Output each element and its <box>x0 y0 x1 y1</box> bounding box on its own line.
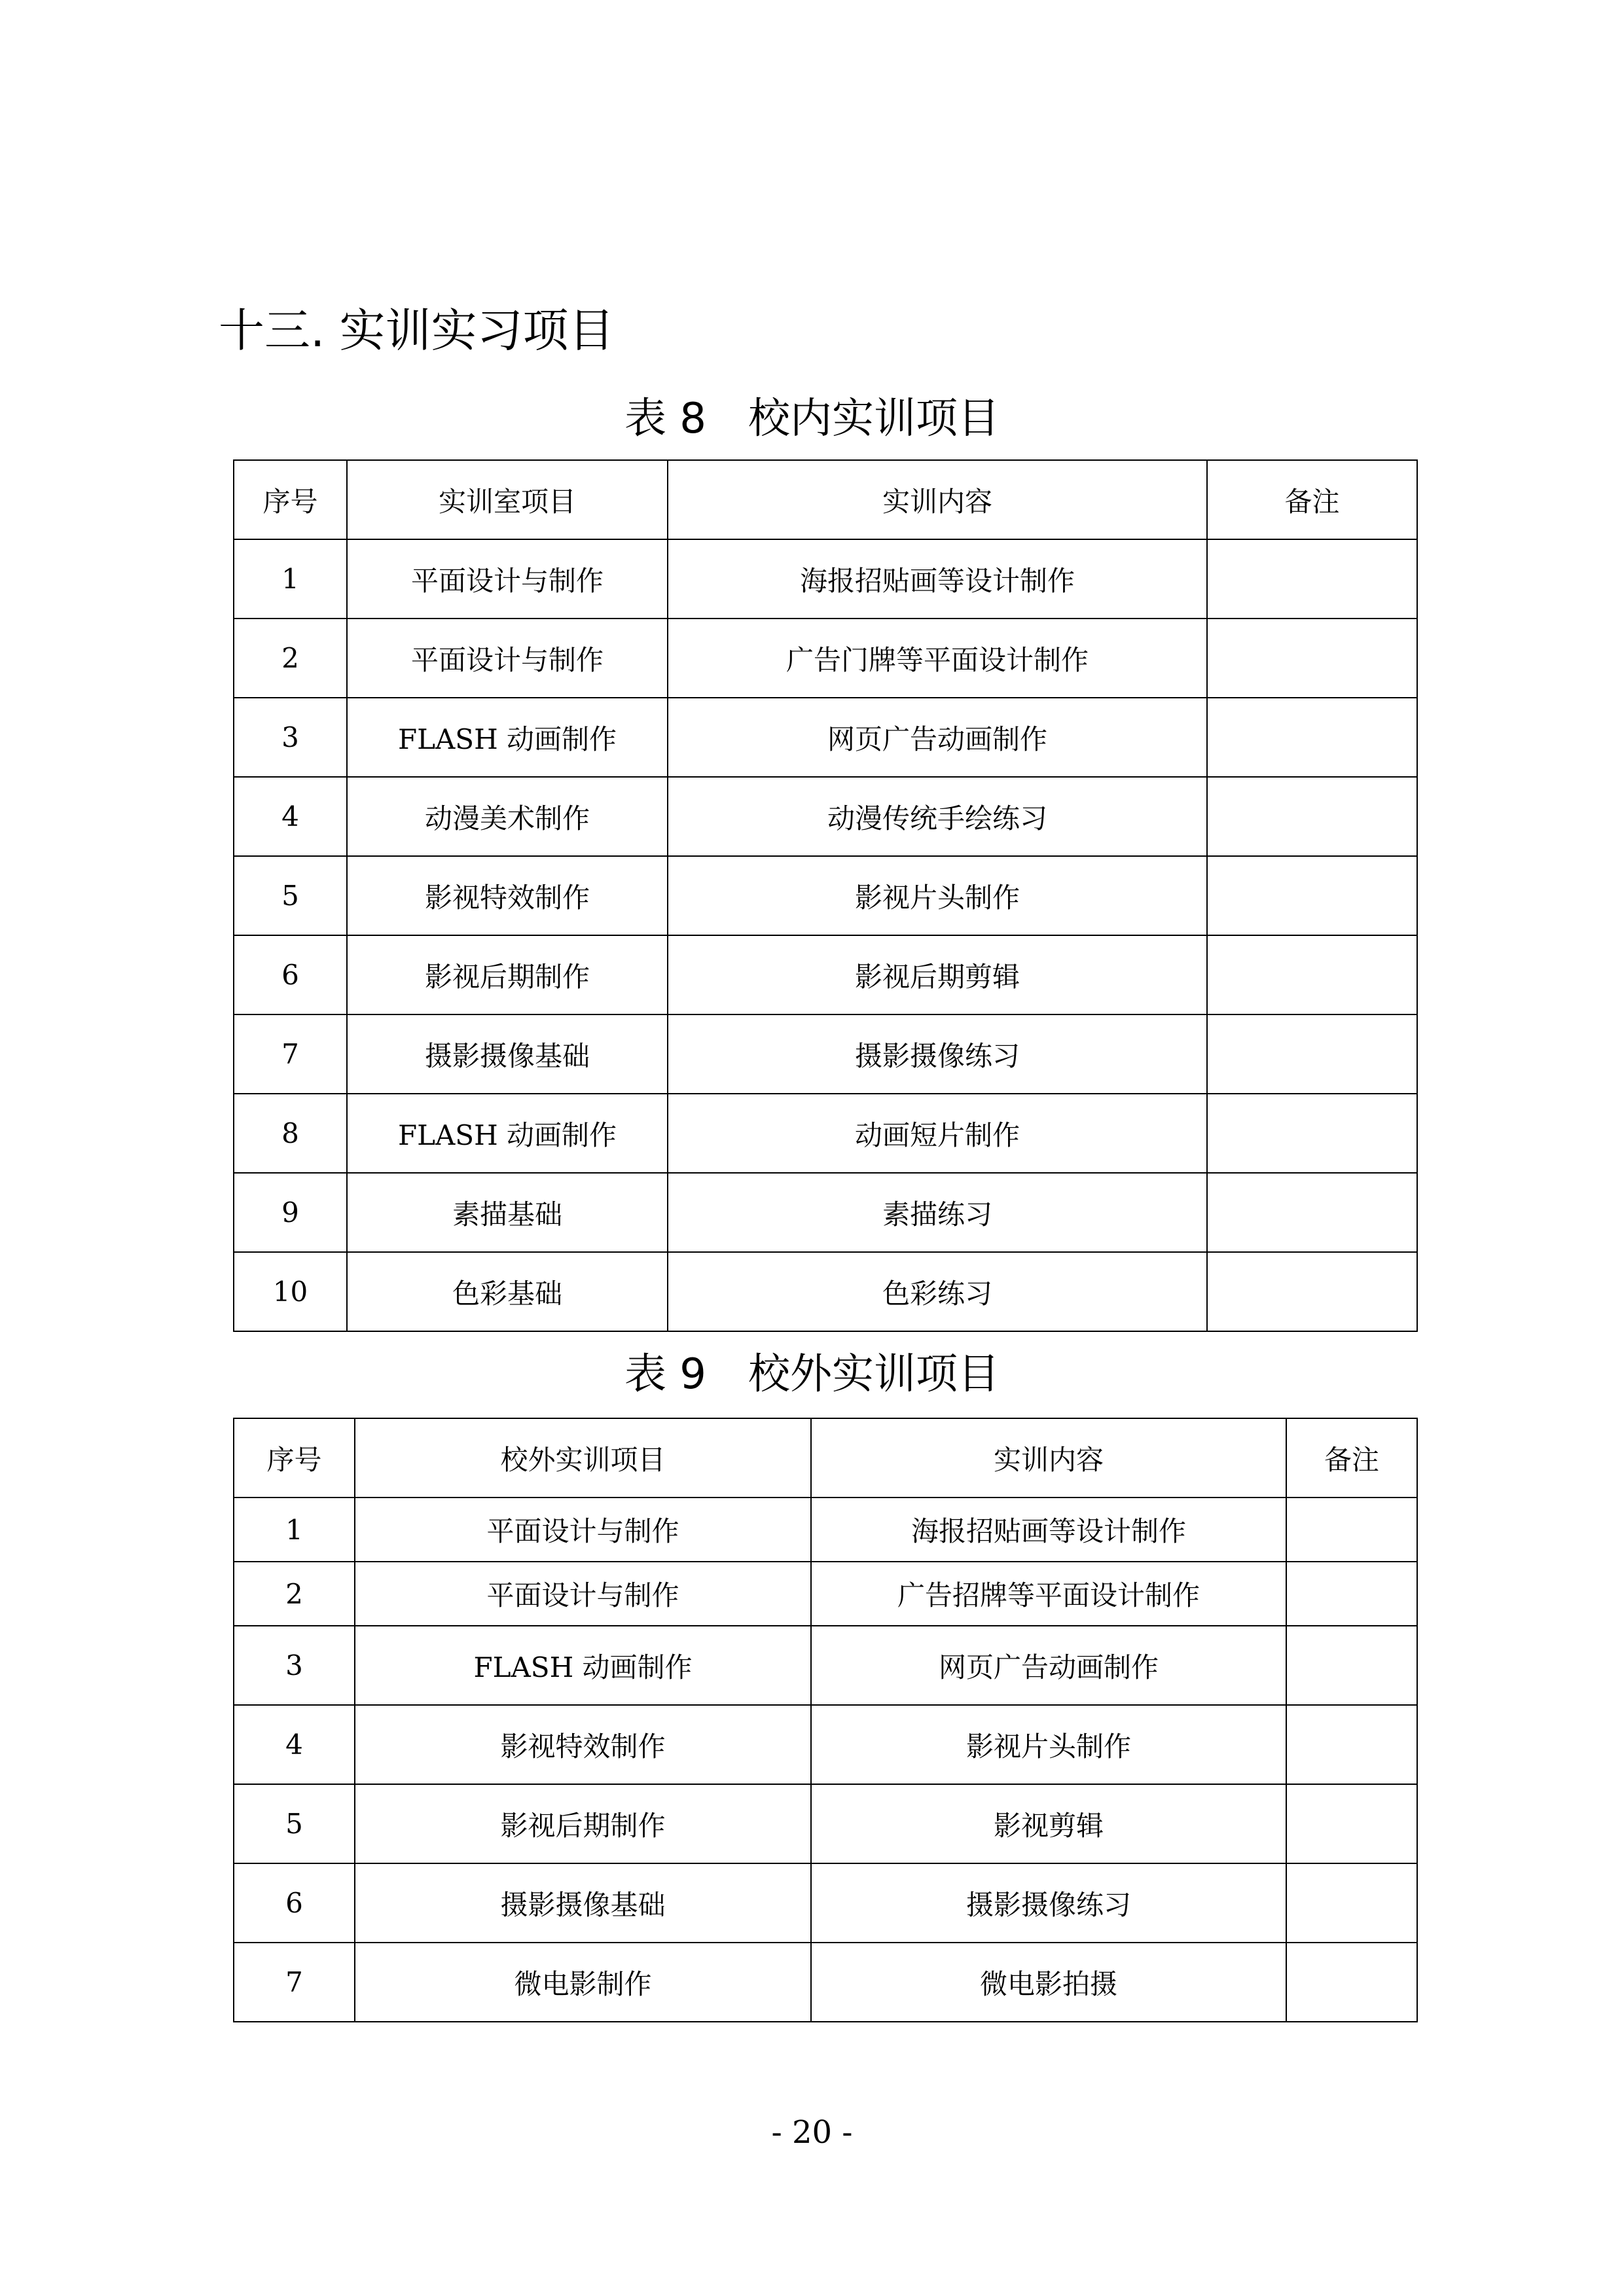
table-row <box>234 1784 1417 1863</box>
table-row <box>234 1173 1417 1252</box>
cell-remarks <box>1286 1562 1417 1626</box>
table-8-title: 表 8 校内实训项目 <box>624 395 1000 443</box>
cell-serial: 2 <box>234 1562 355 1626</box>
cell-remarks <box>1207 1252 1417 1331</box>
cell-remarks <box>1286 1705 1417 1784</box>
cell-content: 海报招贴画等设计制作 <box>811 1498 1286 1562</box>
cell-remarks <box>1207 539 1417 619</box>
cell-remarks <box>1207 935 1417 1014</box>
cell-content: 影视片头制作 <box>811 1705 1286 1784</box>
table-row <box>234 1498 1417 1562</box>
cell-project: FLASH 动画制作 <box>347 698 668 777</box>
page-number: - 20 - <box>771 2114 853 2151</box>
header-remarks: 备注 <box>1207 460 1417 539</box>
table-header-row <box>234 1418 1417 1498</box>
cell-content: 影视剪辑 <box>811 1784 1286 1863</box>
cell-serial: 7 <box>234 1014 347 1094</box>
cell-content: 动漫传统手绘练习 <box>668 777 1207 856</box>
table-row <box>234 1562 1417 1626</box>
cell-serial: 1 <box>234 1498 355 1562</box>
header-content: 实训内容 <box>668 460 1207 539</box>
header-project: 校外实训项目 <box>355 1418 811 1498</box>
cell-content: 素描练习 <box>668 1173 1207 1252</box>
cell-content: 摄影摄像练习 <box>668 1014 1207 1094</box>
cell-project: FLASH 动画制作 <box>347 1094 668 1173</box>
cell-remarks <box>1207 1173 1417 1252</box>
table-row <box>234 777 1417 856</box>
cell-serial: 7 <box>234 1943 355 2022</box>
cell-content: 网页广告动画制作 <box>668 698 1207 777</box>
header-content: 实训内容 <box>811 1418 1286 1498</box>
cell-project: 动漫美术制作 <box>347 777 668 856</box>
cell-project: 摄影摄像基础 <box>347 1014 668 1094</box>
table-row <box>234 1863 1417 1943</box>
cell-serial: 1 <box>234 539 347 619</box>
cell-serial: 4 <box>234 777 347 856</box>
cell-project: 微电影制作 <box>355 1943 811 2022</box>
cell-project: 平面设计与制作 <box>347 539 668 619</box>
table-row <box>234 1014 1417 1094</box>
cell-content: 微电影拍摄 <box>811 1943 1286 2022</box>
cell-content: 广告门牌等平面设计制作 <box>668 619 1207 698</box>
cell-project: 平面设计与制作 <box>347 619 668 698</box>
cell-remarks <box>1286 1626 1417 1705</box>
cell-serial: 6 <box>234 1863 355 1943</box>
cell-remarks <box>1207 856 1417 935</box>
cell-serial: 8 <box>234 1094 347 1173</box>
cell-content: 影视片头制作 <box>668 856 1207 935</box>
cell-serial: 4 <box>234 1705 355 1784</box>
table-row <box>234 935 1417 1014</box>
cell-project: 色彩基础 <box>347 1252 668 1331</box>
table-row <box>234 539 1417 619</box>
table-row <box>234 1943 1417 2022</box>
cell-serial: 10 <box>234 1252 347 1331</box>
cell-serial: 2 <box>234 619 347 698</box>
cell-content: 影视后期剪辑 <box>668 935 1207 1014</box>
table-row <box>234 619 1417 698</box>
table-9-title: 表 9 校外实训项目 <box>624 1350 1000 1399</box>
cell-serial: 9 <box>234 1173 347 1252</box>
cell-content: 广告招牌等平面设计制作 <box>811 1562 1286 1626</box>
cell-remarks <box>1207 777 1417 856</box>
cell-project: 影视后期制作 <box>355 1784 811 1863</box>
cell-project: 影视特效制作 <box>347 856 668 935</box>
cell-content: 网页广告动画制作 <box>811 1626 1286 1705</box>
cell-remarks <box>1207 1094 1417 1173</box>
table-row <box>234 1094 1417 1173</box>
cell-remarks <box>1207 698 1417 777</box>
cell-project: 平面设计与制作 <box>355 1498 811 1562</box>
cell-serial: 3 <box>234 698 347 777</box>
cell-content: 色彩练习 <box>668 1252 1207 1331</box>
table-row <box>234 1626 1417 1705</box>
cell-serial: 5 <box>234 1784 355 1863</box>
table-row <box>234 1705 1417 1784</box>
cell-project: 影视后期制作 <box>347 935 668 1014</box>
cell-serial: 6 <box>234 935 347 1014</box>
header-serial: 序号 <box>234 1418 355 1498</box>
cell-project: 平面设计与制作 <box>355 1562 811 1626</box>
cell-project: 摄影摄像基础 <box>355 1863 811 1943</box>
header-project: 实训室项目 <box>347 460 668 539</box>
table-8-internal-training <box>233 459 1418 1332</box>
cell-project: 素描基础 <box>347 1173 668 1252</box>
header-serial: 序号 <box>234 460 347 539</box>
cell-serial: 3 <box>234 1626 355 1705</box>
cell-content: 动画短片制作 <box>668 1094 1207 1173</box>
cell-project: FLASH 动画制作 <box>355 1626 811 1705</box>
table-header-row <box>234 460 1417 539</box>
cell-remarks <box>1286 1498 1417 1562</box>
cell-project: 影视特效制作 <box>355 1705 811 1784</box>
table-row <box>234 856 1417 935</box>
cell-remarks <box>1207 619 1417 698</box>
cell-remarks <box>1286 1943 1417 2022</box>
cell-content: 海报招贴画等设计制作 <box>668 539 1207 619</box>
cell-remarks <box>1286 1784 1417 1863</box>
cell-serial: 5 <box>234 856 347 935</box>
header-remarks: 备注 <box>1286 1418 1417 1498</box>
table-row <box>234 698 1417 777</box>
section-heading: 十三. 实训实习项目 <box>219 304 615 357</box>
cell-remarks <box>1207 1014 1417 1094</box>
table-9-external-training <box>233 1418 1418 2022</box>
table-row <box>234 1252 1417 1331</box>
cell-remarks <box>1286 1863 1417 1943</box>
cell-content: 摄影摄像练习 <box>811 1863 1286 1943</box>
